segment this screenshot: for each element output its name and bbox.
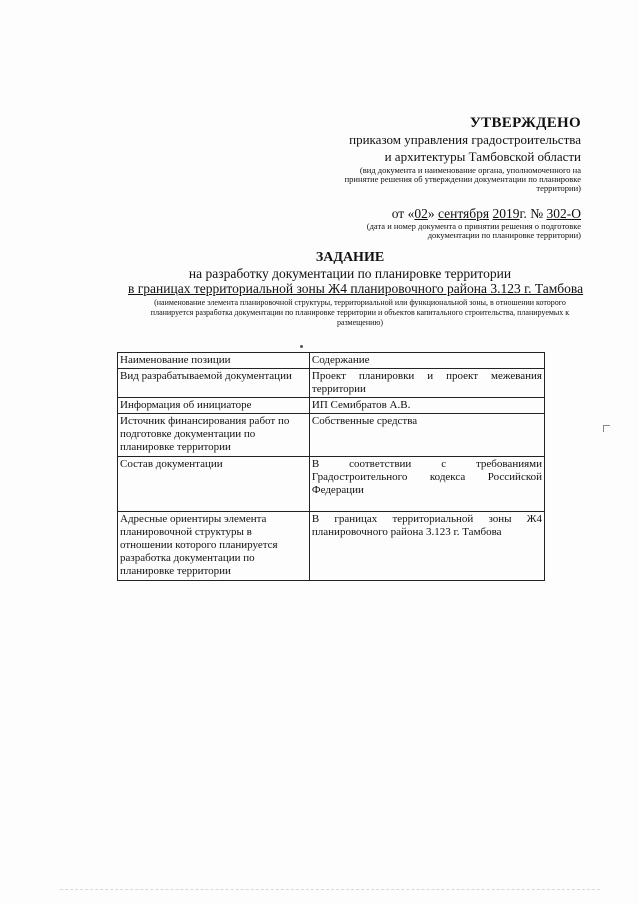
approval-date-line — [392, 206, 581, 222]
date-g-suffix: г. № — [519, 206, 547, 221]
approval-authority-note: (вид документа и наименование органа, уполномоченного на принятие решения об утверждении документации по планировке территории) — [344, 165, 581, 193]
table-cell-value: В границах территориальной зоны Ж4 планировочного района 3.123 г. Тамбова — [309, 512, 544, 581]
table-cell-key: Вид разрабатываемой документации — [118, 369, 310, 398]
table-cell-key: Состав документации — [118, 457, 310, 512]
approval-order-line-2: и архитектуры Тамбовской области — [384, 149, 581, 164]
scan-footer-noise — [60, 888, 600, 890]
table-cell-key: Информация об инициаторе — [118, 398, 310, 414]
table-cell-value: ИП Семибратов А.В. — [309, 398, 544, 414]
table-row — [118, 512, 545, 581]
approval-date-note: (дата и номер документа о принятии решения о подготовке документации по планировке территории) — [366, 221, 581, 240]
table-cell-key: Адресные ориентиры элемента планировочной структуры в отношении которого планируется разработка документации по планировке территории — [118, 512, 310, 581]
table-row — [118, 398, 545, 414]
table-row — [118, 414, 545, 457]
approval-stamp-heading: УТВЕРЖДЕНО — [469, 115, 581, 131]
scan-corner-mark — [603, 425, 610, 432]
table-header-left: Наименование позиции — [118, 353, 310, 369]
table-cell-key: Источник финансирования работ по подготовке документации по планировке территории — [118, 414, 310, 457]
table-header-row — [118, 353, 545, 369]
task-subtitle-1: на разработку документации по планировке территории — [188, 266, 512, 281]
table-header-right: Содержание — [309, 353, 544, 369]
table-cell-value: Проект планировки и проект межевания территории — [309, 369, 544, 398]
table-cell-value: В соответствии с требованиями Градостроительного кодекса Российской Федерации — [309, 457, 544, 512]
date-month: сентября — [437, 206, 490, 221]
date-mid: » — [427, 206, 438, 221]
table-cell-value: Собственные средства — [309, 414, 544, 457]
approval-order-line-1: приказом управления градостроительства — [349, 132, 581, 147]
date-prefix: от « — [391, 206, 415, 221]
task-subject-note: (наименование элемента планировочной структуры, территориальной или функциональной зоны, в отношении которого планируется разработка документации по планировке территории и объектов капитального строительства, планируемых к размещению) — [150, 298, 570, 327]
table-row — [118, 457, 545, 512]
table-row — [118, 369, 545, 398]
date-year: 2019 — [492, 206, 520, 221]
date-day: 02 — [414, 206, 428, 221]
order-number: 302-О — [546, 206, 581, 221]
task-subtitle-2: в границах территориальной зоны Ж4 планировочного района 3.123 г. Тамбова — [128, 281, 584, 296]
task-title: ЗАДАНИЕ — [315, 250, 385, 265]
task-table — [117, 352, 545, 581]
scan-speck — [300, 345, 303, 348]
